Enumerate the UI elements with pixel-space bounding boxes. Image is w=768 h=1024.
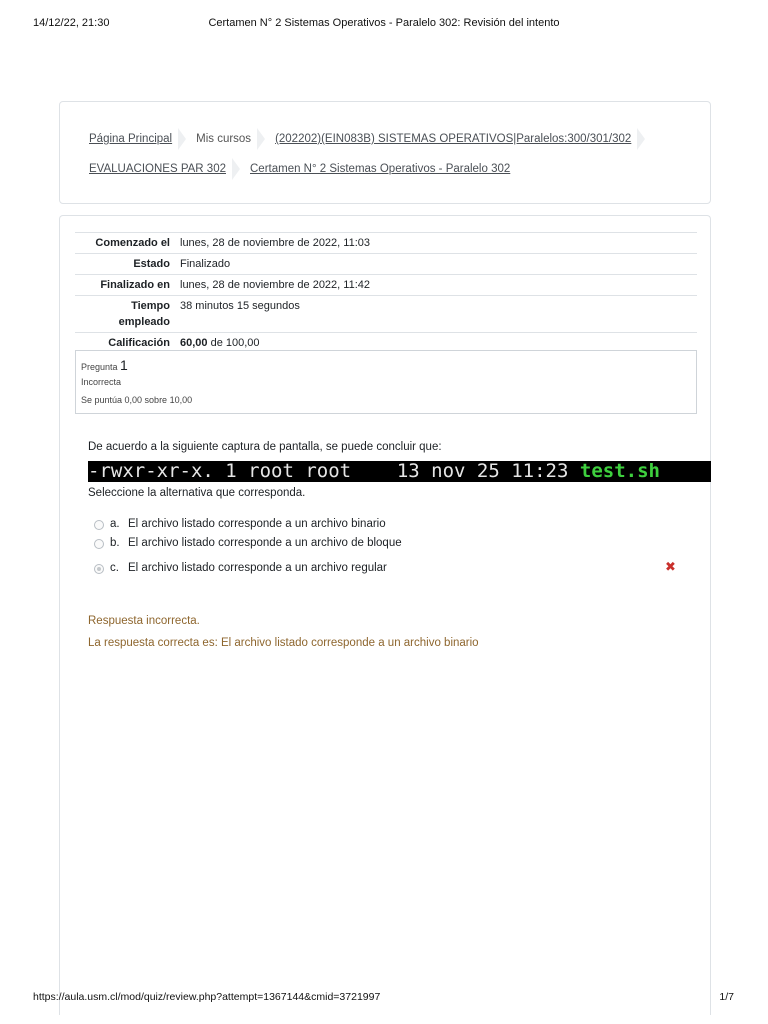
answer-option-b[interactable]	[94, 537, 402, 549]
quiz-review-card	[59, 215, 711, 1015]
summary-row-state	[75, 254, 697, 275]
breadcrumb	[89, 128, 655, 150]
radio-unchecked-icon[interactable]	[94, 539, 104, 549]
question-number-label: Pregunta	[81, 362, 121, 372]
summary-label: Tiempo empleado	[75, 296, 176, 333]
terminal-line: -rwxr-xr-x. 1 root root 13 nov 25 11:23	[88, 461, 580, 482]
breadcrumb-evaluations-link[interactable]: EVALUACIONES PAR 302	[89, 163, 226, 175]
option-text: El archivo listado corresponde a un archivo binario	[128, 518, 386, 530]
summary-label: Estado	[75, 254, 176, 275]
summary-value: 38 minutos 15 segundos	[176, 296, 697, 333]
radio-checked-icon[interactable]	[94, 564, 104, 574]
option-letter: c.	[110, 562, 119, 574]
summary-row-time-taken	[75, 296, 697, 333]
summary-value: Finalizado	[176, 254, 697, 275]
option-letter: a.	[110, 518, 120, 530]
answer-option-c[interactable]	[94, 562, 387, 574]
print-header	[0, 17, 768, 33]
question-number-value: 1	[120, 357, 128, 373]
summary-label: Finalizado en	[75, 275, 176, 296]
summary-label: Comenzado el	[75, 233, 176, 254]
answer-option-a[interactable]	[94, 518, 386, 530]
summary-row-finished	[75, 275, 697, 296]
feedback-correct-answer: La respuesta correcta es: El archivo listado corresponde a un archivo binario	[88, 637, 479, 649]
grade-score: 60,00	[180, 337, 208, 349]
print-page-number: 1/7	[719, 991, 734, 1003]
breadcrumb-my-courses: Mis cursos	[196, 133, 252, 145]
summary-value: lunes, 28 de noviembre de 2022, 11:03	[176, 233, 697, 254]
question-info-box	[75, 350, 697, 414]
incorrect-cross-icon: ✖	[665, 559, 676, 574]
radio-unchecked-icon[interactable]	[94, 520, 104, 530]
breadcrumb-quiz-link[interactable]: Certamen N° 2 Sistemas Operativos - Paralelo 302	[250, 163, 511, 175]
breadcrumb-card	[59, 101, 711, 204]
print-date: 14/12/22, 21:30	[33, 17, 110, 29]
breadcrumb-separator-icon	[232, 158, 240, 180]
breadcrumb-course-link[interactable]: (202202)(EIN083B) SISTEMAS OPERATIVOS|Paralelos:300/301/302	[275, 133, 632, 145]
question-number	[81, 357, 128, 373]
print-footer	[0, 991, 768, 1007]
question-grade: Se puntúa 0,00 sobre 10,00	[81, 395, 193, 405]
breadcrumb-separator-icon	[257, 128, 265, 150]
option-text: El archivo listado corresponde a un archivo regular	[128, 562, 387, 574]
attempt-summary-table	[75, 232, 697, 353]
question-text: De acuerdo a la siguiente captura de pantalla, se puede concluir que:	[88, 441, 442, 453]
grade-max: de 100,00	[207, 337, 260, 349]
breadcrumb-row-2	[89, 158, 510, 180]
print-url: https://aula.usm.cl/mod/quiz/review.php?attempt=1367144&cmid=3721997	[33, 991, 381, 1003]
breadcrumb-separator-icon	[637, 128, 645, 150]
question-prompt: Seleccione la alternativa que corresponda.	[88, 487, 306, 499]
option-text: El archivo listado corresponde a un archivo de bloque	[128, 537, 402, 549]
summary-label: Calificación	[75, 333, 176, 354]
breadcrumb-home-link[interactable]: Página Principal	[89, 133, 173, 145]
feedback-incorrect: Respuesta incorrecta.	[88, 615, 200, 627]
summary-row-started	[75, 233, 697, 254]
option-letter: b.	[110, 537, 120, 549]
print-title: Certamen N° 2 Sistemas Operativos - Paralelo 302: Revisión del intento	[208, 17, 560, 29]
summary-value: lunes, 28 de noviembre de 2022, 11:42	[176, 275, 697, 296]
terminal-filename: test.sh	[579, 461, 660, 482]
terminal-screenshot	[88, 461, 711, 482]
question-state: Incorrecta	[81, 377, 122, 387]
breadcrumb-separator-icon	[178, 128, 186, 150]
